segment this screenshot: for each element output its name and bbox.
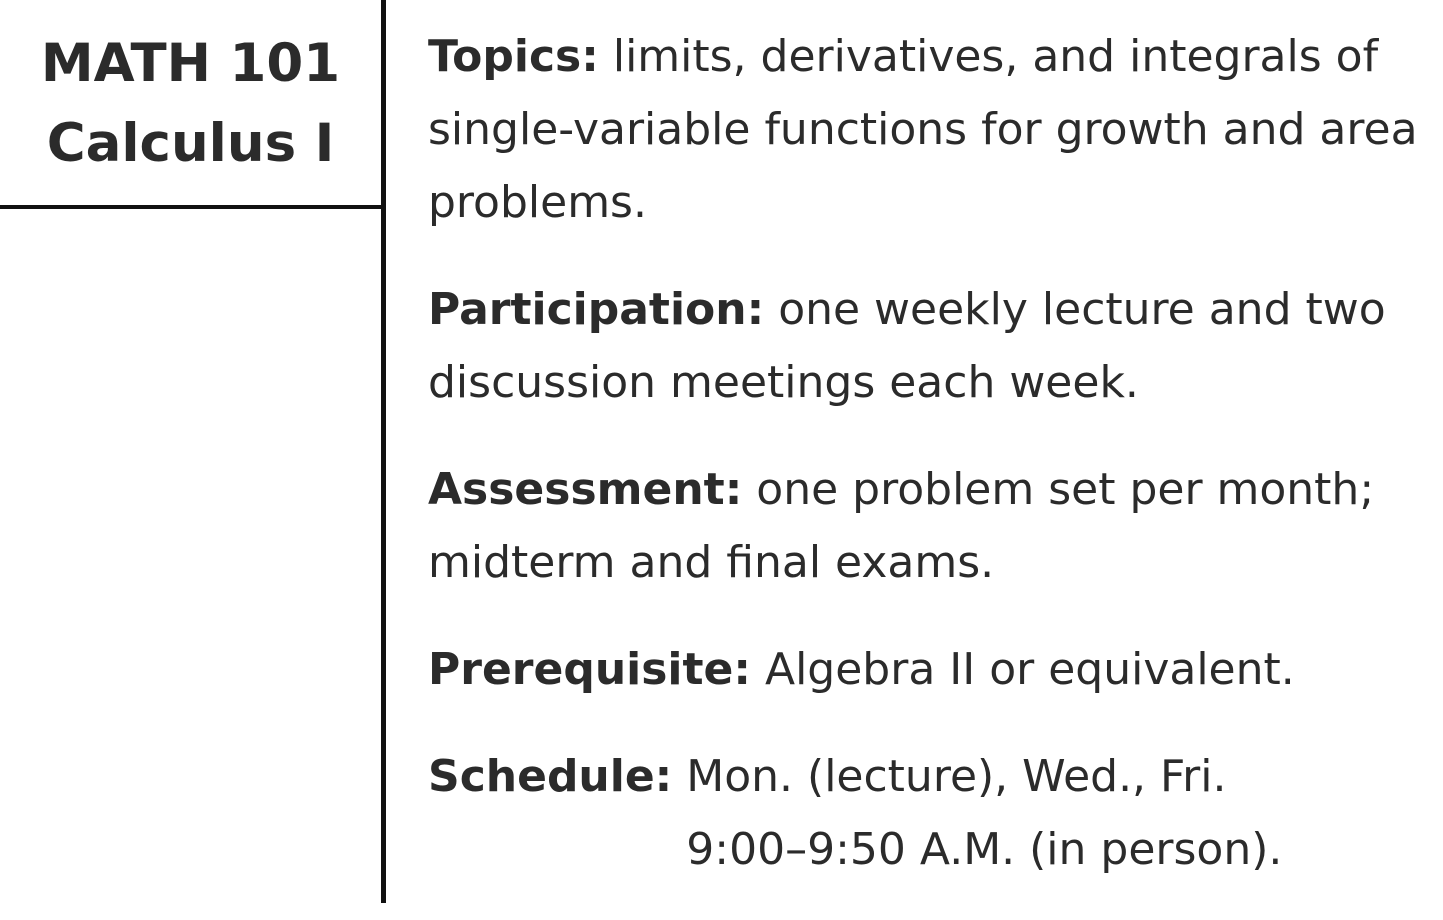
schedule-time: 9:00–9:50 A.M. (in person). xyxy=(686,824,1283,875)
schedule-label: Schedule: xyxy=(428,751,673,802)
course-details xyxy=(428,20,1418,920)
prerequisite-text: Algebra II or equivalent. xyxy=(764,644,1295,695)
vertical-divider xyxy=(381,0,386,903)
course-header-panel xyxy=(0,0,381,903)
participation-label: Participation: xyxy=(428,284,765,335)
course-title-box xyxy=(0,0,381,209)
participation-text: one weekly lecture and two discussion meetings each week. xyxy=(428,284,1386,408)
schedule-entry xyxy=(428,740,1418,886)
course-code: MATH 101 xyxy=(40,33,341,94)
assessment-label: Assessment: xyxy=(428,464,743,515)
assessment-text: one problem set per month; midterm and final exams. xyxy=(428,464,1375,588)
course-name: Calculus I xyxy=(46,113,335,174)
prerequisite-label: Prerequisite: xyxy=(428,644,751,695)
assessment-entry xyxy=(428,453,1418,599)
topics-label: Topics: xyxy=(428,31,599,82)
topics-text: limits, derivatives, and integrals of single-variable functions for growth and area problems. xyxy=(428,31,1418,228)
schedule-days: Mon. (lecture), Wed., Fri. xyxy=(686,751,1227,802)
schedule-values xyxy=(686,740,1282,886)
topics-entry xyxy=(428,20,1418,239)
prerequisite-entry xyxy=(428,633,1418,706)
participation-entry xyxy=(428,273,1418,419)
